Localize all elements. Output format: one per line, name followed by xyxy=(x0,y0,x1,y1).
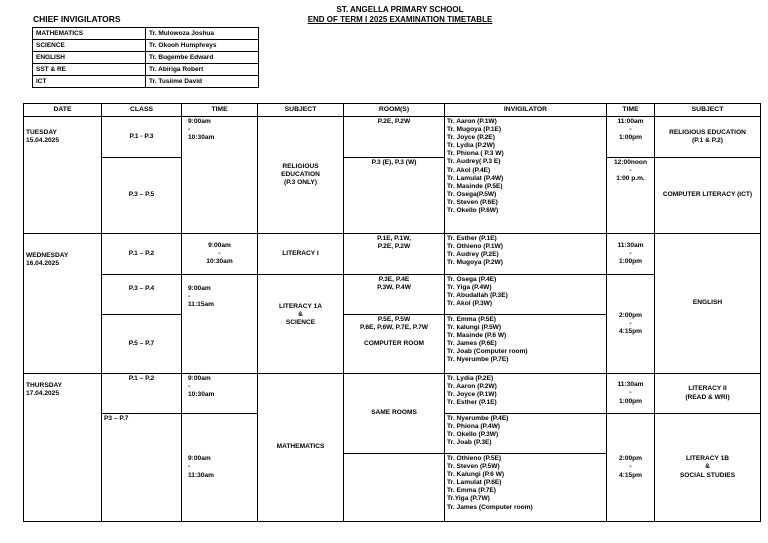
rooms-cell: P.3E, P.4E P.3W, P.4W xyxy=(344,275,445,315)
class-cell: P.1 – P.2 xyxy=(102,374,182,414)
invigilator-cell: Tr. Aaron (P.1W) Tr. Mugoya (P.1E) Tr. Joyce (P.2E) Tr. Lydia (P.2W) Tr. Phiona ( P.3 W) Tr. Audrey( P.3 E) Tr. Akol (P.4E) Tr. Lamulat (P.4W) Tr. Masinde (P.5E) Tr. Osega(P.5W) Tr. Steven (P.6E) Tr. Okello (P.6W) xyxy=(445,117,607,234)
table-row xyxy=(24,234,761,275)
chief-row xyxy=(33,52,259,64)
class-cell: P.5 – P.7 xyxy=(102,315,182,374)
subject-cell: COMPUTER LITERACY (ICT) xyxy=(655,158,761,234)
date-cell: WEDNESDAY 16.04.2025 xyxy=(24,234,102,374)
time-cell: 11:30am - 1:00pm xyxy=(607,234,655,275)
rooms-cell: P.5E, P.5W P.6E, P.6W, P.7E, P.7W COMPUTER ROOM xyxy=(344,315,445,374)
subject-cell: LITERACY 1B & SOCIAL STUDIES xyxy=(655,414,761,522)
header-cell: TIME xyxy=(607,104,655,117)
header-cell: TIME xyxy=(182,104,258,117)
class-cell: P3 – P.7 xyxy=(102,414,182,522)
rooms-cell: P.3 (E), P.3 (W) xyxy=(344,158,445,234)
class-cell: P.1 – P.2 xyxy=(102,234,182,275)
exam-timetable xyxy=(23,103,761,522)
class-cell: P.1 - P.3 xyxy=(102,117,182,158)
table-row xyxy=(24,275,761,315)
subject-cell: LITERACY 1A & SCIENCE xyxy=(258,275,344,374)
table-row xyxy=(24,158,761,234)
invigilator-cell: Tr. Osega (P.4E) Tr. Yiga (P.4W) Tr. Abudallah (P.3E) Tr. Akol (P.3W) xyxy=(445,275,607,315)
subject-cell: ENGLISH xyxy=(655,234,761,374)
time-cell: 9:00am - 10:30am xyxy=(182,374,258,414)
time-cell: 9:00am - 10:30am xyxy=(182,117,258,234)
chief-invigilators-table xyxy=(32,27,259,88)
header-cell: DATE xyxy=(24,104,102,117)
invigilator-cell: Tr. Esther (P.1E) Tr. Othieno (P.1W) Tr. Audrey (P.2E) Tr. Mugoya (P.2W) xyxy=(445,234,607,275)
chief-subject: SST & RE xyxy=(33,64,146,76)
header-cell: SUBJECT xyxy=(655,104,761,117)
subject-cell: RELIGIOUS EDUCATION (P.1 & P.2) xyxy=(655,117,761,158)
rooms-cell: P.2E, P.2W xyxy=(344,117,445,158)
chief-name: Tr. Mulowoza Joshua xyxy=(146,28,259,40)
rooms-cell: P.1E, P.1W, P.2E, P.2W xyxy=(344,234,445,275)
subject-cell: MATHEMATICS xyxy=(258,374,344,522)
invigilator-cell: Tr. Othieno (P.5E) Tr. Steven (P.5W) Tr. Kalungi (P.6 W) Tr. Lamulat (P.6E) Tr. Emma (P.7E) Tr.Yiga (P.7W) Tr. James (Computer room) xyxy=(445,454,607,522)
chief-invigilators-title: CHIEF INVIGILATORS xyxy=(33,14,121,24)
header-cell: SUBJECT xyxy=(258,104,344,117)
time-cell: 9:00am - 11:15am xyxy=(182,275,258,374)
subject-cell: LITERACY I xyxy=(258,234,344,275)
time-cell: 2:00pm - 4:15pm xyxy=(607,414,655,522)
chief-subject: ICT xyxy=(33,76,146,88)
subject-cell: LITERACY II (READ & WRI) xyxy=(655,374,761,414)
invigilator-cell: Tr. Lydia (P.2E) Tr. Aaron (P.2W) Tr. Joyce (P.1W) Tr. Esther (P.1E) xyxy=(445,374,607,414)
table-row xyxy=(24,374,761,414)
chief-name: Tr. Okooh Humphreys xyxy=(146,40,259,52)
table-header-row xyxy=(24,104,761,117)
class-cell: P.3 – P.4 xyxy=(102,275,182,315)
school-name: ST. ANGELLA PRIMARY SCHOOL xyxy=(336,5,464,14)
header-cell: INVIGILATOR xyxy=(445,104,607,117)
chief-row xyxy=(33,64,259,76)
chief-subject: MATHEMATICS xyxy=(33,28,146,40)
time-cell: 11:30am - 1:00pm xyxy=(607,374,655,414)
chief-row xyxy=(33,40,259,52)
chief-name: Tr. Abiriga Robert xyxy=(146,64,259,76)
invigilator-cell: Tr. Emma (P.5E) Tr. kalungi (P.5W) Tr. Masinde (P.6 W) Tr. James (P.6E) Tr. Joab (Computer room) Tr. Nyerumbe (P.7E) xyxy=(445,315,607,374)
class-cell: P.3 – P.5 xyxy=(102,158,182,234)
header-cell: CLASS xyxy=(102,104,182,117)
time-cell: 12:00noon - 1:00 p.m. xyxy=(607,158,655,234)
date-cell: THURSDAY 17.04.2025 xyxy=(24,374,102,522)
chief-subject: SCIENCE xyxy=(33,40,146,52)
chief-row xyxy=(33,28,259,40)
chief-name: Tr. Bugembe Edward xyxy=(146,52,259,64)
chief-name: Tr. Tusiime David xyxy=(146,76,259,88)
invigilator-cell: Tr. Nyerumbe (P.4E) Tr. Phiona (P.4W) Tr. Okello (P.3W) Tr. Joab (P.3E) xyxy=(445,414,607,454)
chief-row xyxy=(33,76,259,88)
subject-cell: RELIGIOUS EDUCATION (P.3 ONLY) xyxy=(258,117,344,234)
date-cell: TUESDAY 15.04.2025 xyxy=(24,117,102,234)
table-row xyxy=(24,117,761,158)
time-cell: 11:00am - 1:00pm xyxy=(607,117,655,158)
time-cell: 9:00am - 10:30am xyxy=(182,234,258,275)
rooms-cell xyxy=(344,454,445,522)
header xyxy=(275,5,525,25)
chief-subject: ENGLISH xyxy=(33,52,146,64)
rooms-cell: SAME ROOMS xyxy=(344,374,445,454)
header-cell: ROOM(S) xyxy=(344,104,445,117)
time-cell: 2:00pm - 4:15pm xyxy=(607,275,655,374)
time-cell: 9:00am - 11:30am xyxy=(182,414,258,522)
timetable-title: END OF TERM I 2025 EXAMINATION TIMETABLE xyxy=(307,15,493,24)
